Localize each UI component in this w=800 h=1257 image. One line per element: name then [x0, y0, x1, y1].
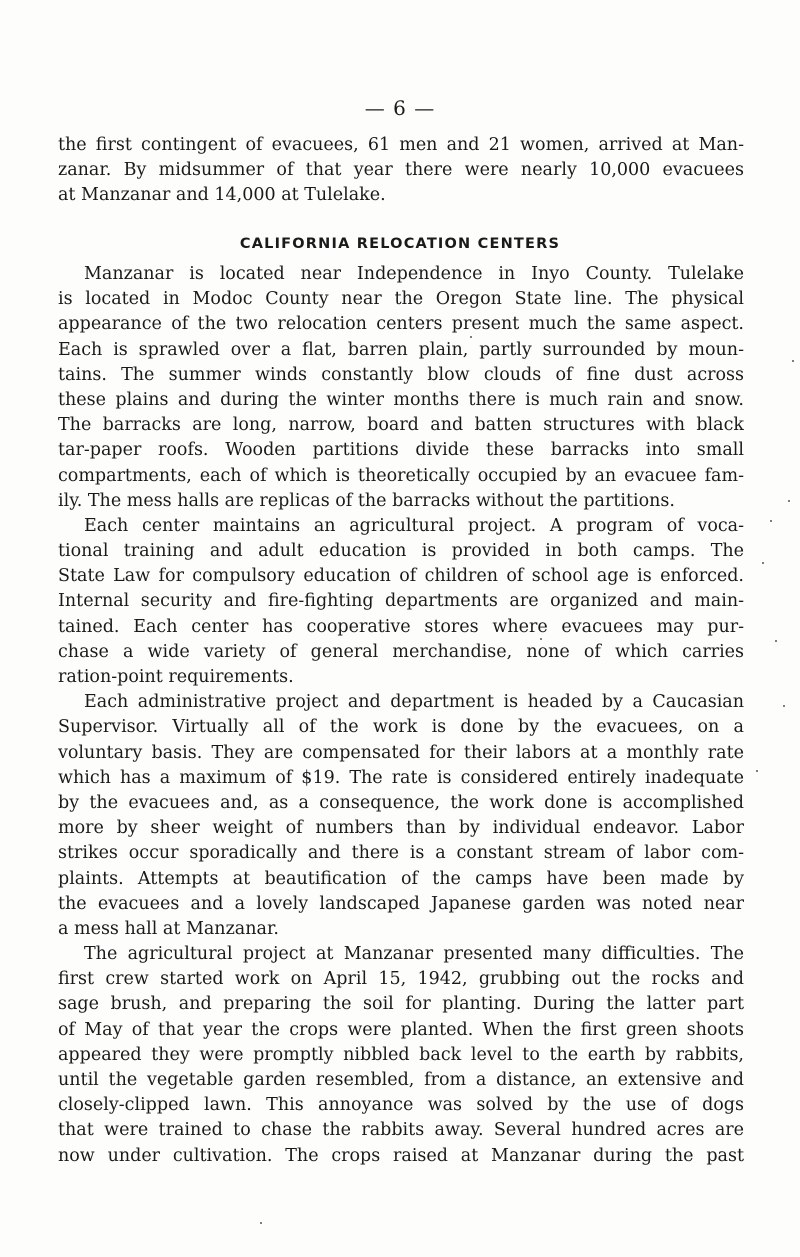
text-line: closely-clipped lawn. This annoyance was solved by the use of dogs [58, 1095, 744, 1116]
text-line: plaints. Attempts at beautification of the camps have been made by [58, 868, 744, 889]
scan-speck [788, 500, 790, 502]
text-line: chase a wide variety of general merchandise, none of which carries [58, 641, 744, 662]
text-line: ration-point requirements. [58, 667, 294, 687]
text-line: tained. Each center has cooperative stores where evacuees may pur- [58, 616, 744, 637]
scan-speck [540, 638, 542, 640]
text-line: at Manzanar and 14,000 at Tulelake. [58, 185, 386, 206]
scan-speck [792, 360, 794, 362]
text-line: tar-paper roofs. Wooden partitions divide these barracks into small [58, 440, 744, 461]
text-line: the evacuees and a lovely landscaped Japanese garden was noted near [58, 893, 744, 914]
text-line: Internal security and fire-fighting departments are organized and main- [58, 591, 744, 612]
text-line: appearance of the two relocation centers present much the same aspect. [58, 314, 744, 335]
text-line: ily. The mess halls are replicas of the barracks without the partitions. [58, 490, 675, 511]
text-line: voluntary basis. They are compensated for their labors at a monthly rate [58, 742, 744, 763]
intro-paragraph [58, 133, 744, 209]
text-line: the first contingent of evacuees, 61 men and 21 women, arrived at Man- [58, 135, 744, 155]
scan-speck [783, 705, 785, 707]
scan-speck [762, 562, 764, 564]
text-line: Each is sprawled over a flat, barren plain, partly surrounded by moun- [58, 339, 744, 360]
text-line: zanar. By midsummer of that year there were nearly 10,000 evacuees [58, 160, 744, 181]
text-line: appeared they were promptly nibbled back level to the earth by rabbits, [58, 1044, 744, 1065]
text-line: a mess hall at Manzanar. [58, 918, 279, 939]
text-line: The agricultural project at Manzanar presented many difficulties. The [84, 944, 744, 965]
text-line: first crew started work on April 15, 1942, grubbing out the rocks and [58, 969, 744, 990]
scan-speck [470, 336, 472, 338]
text-line: these plains and during the winter months there is much rain and snow. [58, 389, 744, 410]
text-line: strikes occur sporadically and there is a constant stream of labor com- [58, 843, 744, 864]
scan-speck [770, 520, 772, 522]
text-line: sage brush, and preparing the soil for planting. During the latter part [58, 994, 744, 1015]
text-line: State Law for compulsory education of children of school age is enforced. [58, 566, 744, 587]
text-line: more by sheer weight of numbers than by individual endeavor. Labor [58, 818, 744, 839]
text-line: which has a maximum of $19. The rate is considered entirely inadequate [58, 767, 744, 788]
text-line: compartments, each of which is theoretically occupied by an evacuee fam- [58, 465, 744, 486]
text-line: Supervisor. Virtually all of the work is done by the evacuees, on a [58, 717, 744, 738]
scan-speck [260, 1222, 262, 1224]
text-line: until the vegetable garden resembled, from a distance, an extensive and [58, 1070, 744, 1090]
text-line: by the evacuees and, as a consequence, the work done is accomplished [58, 792, 744, 813]
scan-speck [775, 640, 777, 642]
text-line: Each administrative project and department is headed by a Caucasian [84, 692, 744, 713]
section-heading: CALIFORNIA RELOCATION CENTERS [239, 236, 561, 252]
text-line: of May of that year the crops were planted. When the first green shoots [58, 1019, 744, 1040]
text-line: now under cultivation. The crops raised at Manzanar during the past [58, 1145, 744, 1166]
page-number: — 6 — [364, 96, 436, 120]
text-line: that were trained to chase the rabbits away. Several hundred acres are [58, 1120, 744, 1141]
text-line: The barracks are long, narrow, board and batten structures with black [58, 415, 744, 436]
text-line: is located in Modoc County near the Oregon State line. The physical [58, 289, 744, 310]
text-line: Each center maintains an agricultural project. A program of voca- [84, 515, 744, 536]
scan-speck [756, 770, 758, 772]
text-line: tains. The summer winds constantly blow clouds of fine dust across [58, 364, 744, 385]
text-line: tional training and adult education is provided in both camps. The [58, 541, 744, 562]
section-body [58, 262, 744, 1169]
text-line: Manzanar is located near Independence in Inyo County. Tulelake [84, 264, 744, 284]
